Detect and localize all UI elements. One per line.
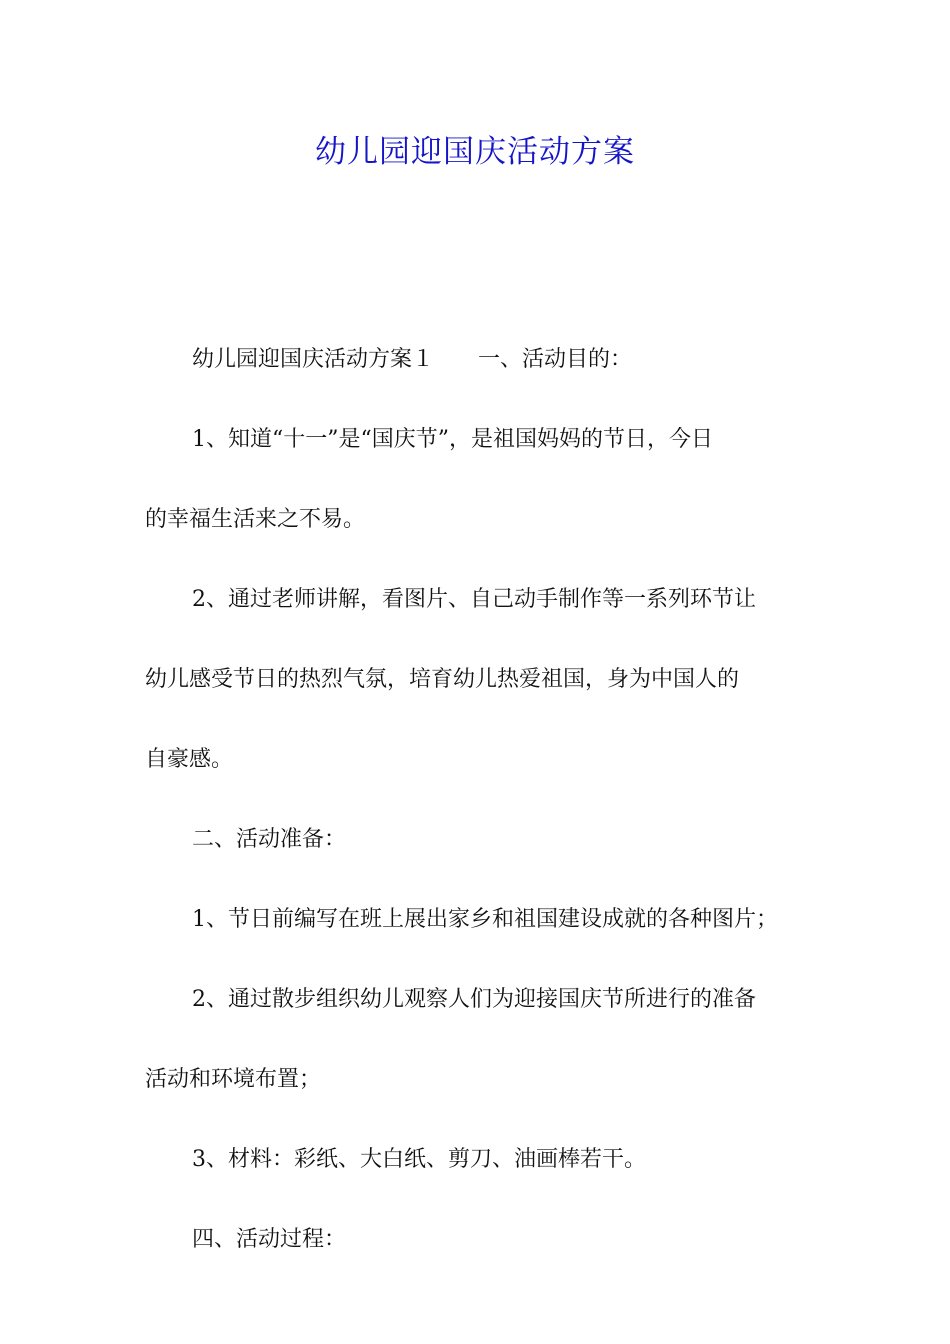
paragraph-5: [145, 897, 815, 943]
paragraph-line: 3、材料：彩纸、大白纸、剪刀、油画棒若干。: [192, 1147, 646, 1172]
paragraph-line: 四、活动过程：: [192, 1227, 347, 1252]
paragraph-line: 幼儿园迎国庆活动方案１ 一、活动目的：: [192, 347, 633, 372]
paragraph-8: [145, 1217, 815, 1263]
paragraph-1: [145, 337, 815, 383]
paragraph-line: 2、通过老师讲解，看图片、自己动手制作等一系列环节让: [192, 587, 756, 612]
paragraph-7: [145, 1137, 815, 1183]
paragraph-line: 自豪感。: [145, 747, 234, 772]
document-body: [145, 337, 815, 1263]
paragraph-line: 1、知道“十一”是“国庆节”，是祖国妈妈的节日，今日: [192, 427, 713, 452]
paragraph-6: [145, 977, 815, 1103]
paragraph-line: 1、节日前编写在班上展出家乡和祖国建设成就的各种图片；: [192, 907, 778, 932]
paragraph-line: 的幸福生活来之不易。: [145, 507, 366, 532]
paragraph-4: [145, 817, 815, 863]
paragraph-3: [145, 577, 815, 783]
document-title: 幼儿园迎国庆活动方案: [315, 134, 635, 170]
paragraph-line: 二、活动准备：: [192, 827, 347, 852]
paragraph-2: [145, 417, 815, 543]
paragraph-line: 2、通过散步组织幼儿观察人们为迎接国庆节所进行的准备: [192, 987, 756, 1012]
paragraph-line: 活动和环境布置；: [145, 1067, 322, 1092]
paragraph-line: 幼儿感受节日的热烈气氛，培育幼儿热爱祖国，身为中国人的: [145, 667, 740, 692]
